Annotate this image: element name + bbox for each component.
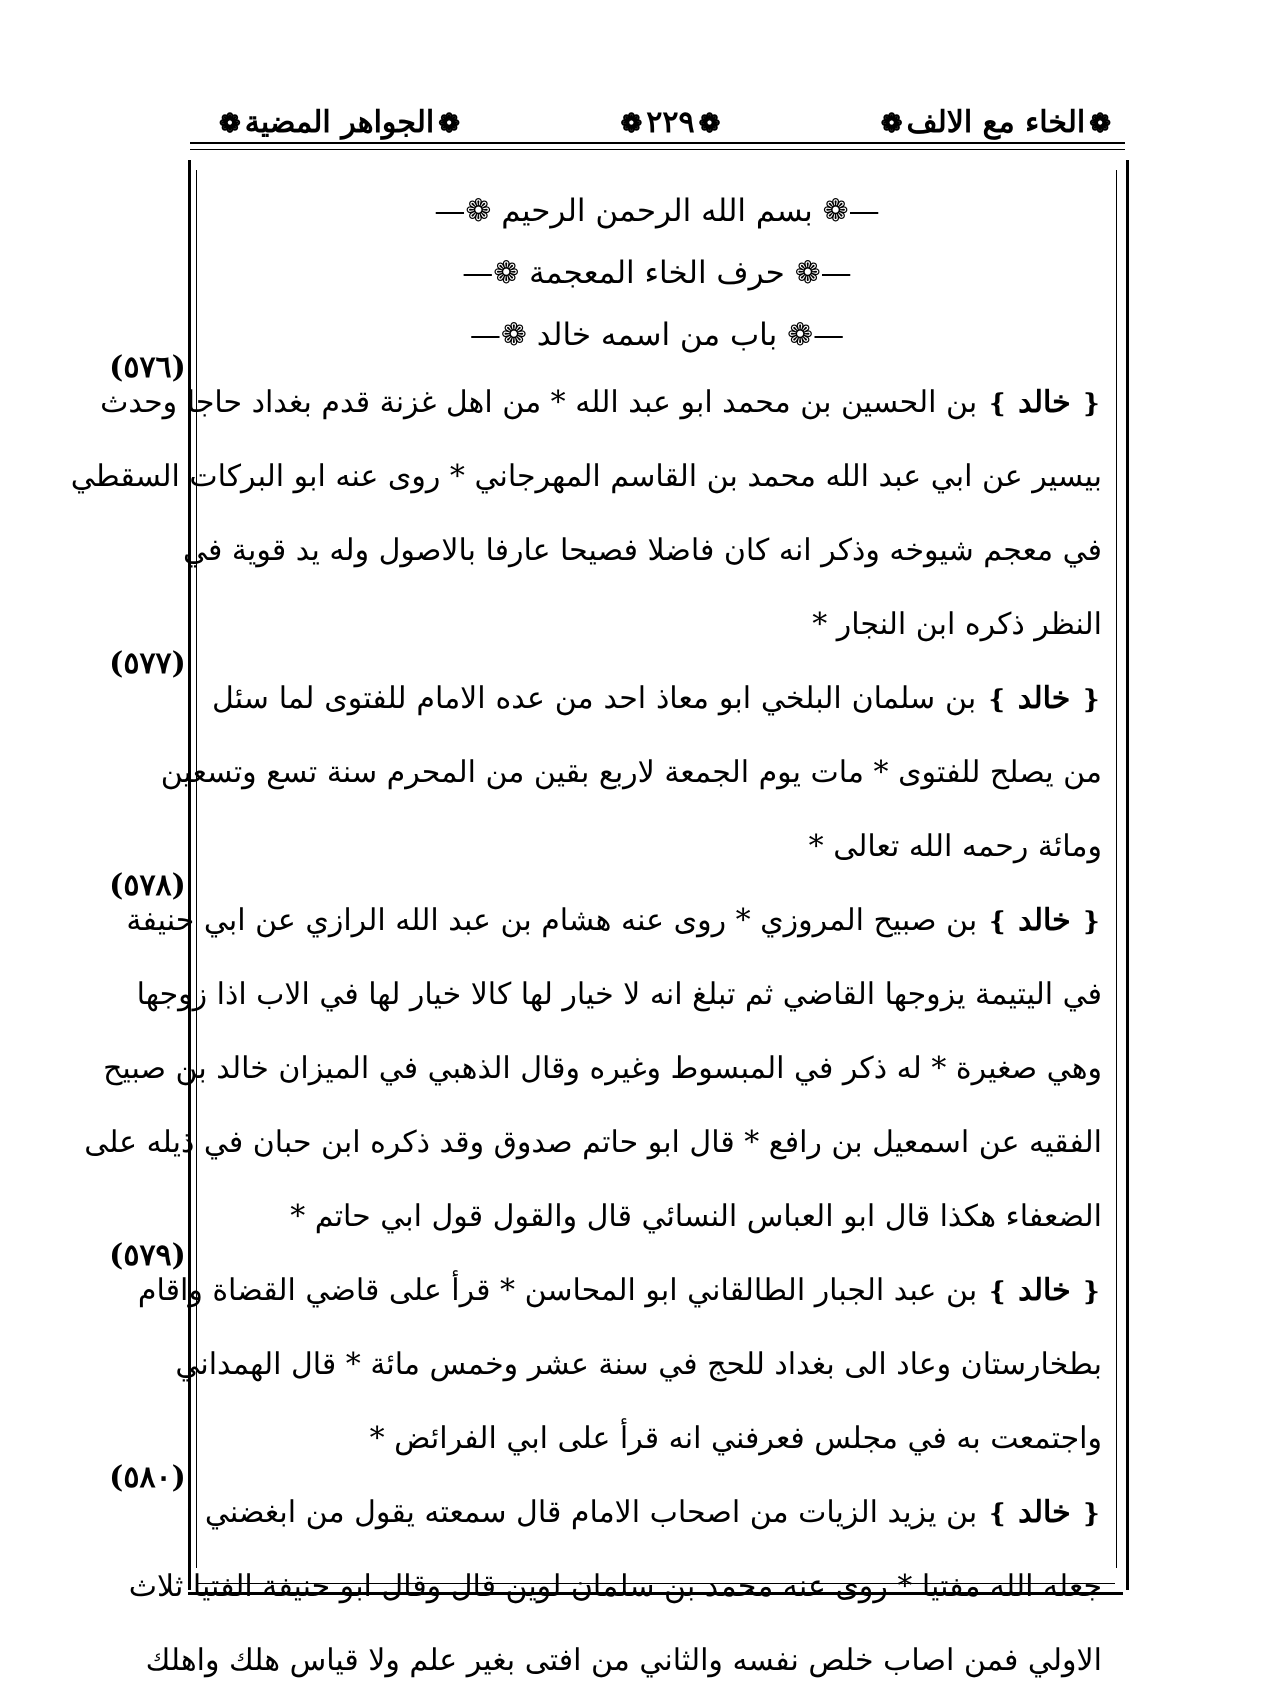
- header-book-title-text: الجواهر المضية: [244, 104, 435, 140]
- entry-name: خالد: [1018, 385, 1071, 420]
- entry: [128, 1476, 1102, 1698]
- entry-line: وهي صغيرة * له ذكر في المبسوط وغيره وقال الذهبي في الميزان خالد بن صبيح: [103, 1051, 1102, 1086]
- entry-number: (٥٨٠): [109, 1460, 186, 1495]
- entry-text: بن الحسين بن محمد ابو عبد الله * من اهل غزنة قدم بغداد حاجا وحدث: [100, 385, 978, 420]
- entry: [137, 1254, 1102, 1476]
- entry-line: الاولي فمن اصاب خلص نفسه والثاني من افتى بغير علم ولا قياس هلك واهلك: [145, 1643, 1102, 1678]
- ornament-icon: ❁: [880, 108, 903, 139]
- entry-text: بن صبيح المروزي * روى عنه هشام بن عبد الله الرازي عن ابي حنيفة: [126, 903, 978, 938]
- header-chapter-text: الخاء مع الالف: [906, 104, 1086, 140]
- bracket-open: ❴: [1080, 907, 1102, 937]
- entry-line: من يصلح للفتوى * مات يوم الجمعة لاربع بقين من المحرم سنة تسع وتسعين: [160, 755, 1102, 790]
- header-rule-thin: [190, 149, 1125, 150]
- entry-line: في اليتيمة يزوجها القاضي ثم تبلغ انه لا خيار لها كالا خيار لها في الاب اذا زوجها: [136, 977, 1102, 1012]
- entry-number: (٥٧٦): [109, 350, 186, 385]
- entry-line: واجتمعت به في مجلس فعرفني انه قرأ على ابي الفرائض *: [369, 1421, 1102, 1456]
- section-title: —❁ حرف الخاء المعجمة ❁—: [462, 255, 852, 291]
- ornament-icon: ❁: [219, 108, 241, 139]
- section-title-text: حرف الخاء المعجمة: [529, 255, 785, 291]
- entry-name: خالد: [1018, 903, 1071, 938]
- chapter-title: —❁ باب من اسمه خالد ❁—: [469, 317, 845, 353]
- bracket-open: ❴: [1080, 685, 1102, 715]
- bracket-close: ❵: [986, 685, 1008, 715]
- basmala: —❁ بسم الله الرحمن الرحيم ❁—: [434, 193, 880, 229]
- entry-name: خالد: [1017, 681, 1071, 716]
- header-book-title: [215, 105, 464, 140]
- bracket-close: ❵: [986, 1499, 1009, 1529]
- page-number: [616, 105, 724, 140]
- entry: [160, 662, 1102, 884]
- entry-line: جعله الله مفتيا * روى عنه محمد بن سلمان لوين قال وقال ابو حنيفة الفتيا ثلاث: [128, 1569, 1102, 1604]
- entry-line: [126, 884, 1102, 958]
- entry-line: [204, 1476, 1102, 1550]
- entry-number: (٥٧٩): [109, 1238, 186, 1273]
- bracket-close: ❵: [986, 1277, 1009, 1307]
- entry-line: [212, 662, 1102, 736]
- entry-line: [137, 1254, 1102, 1328]
- entry-text: بن يزيد الزيات من اصحاب الامام قال سمعته يقول من ابغضني: [204, 1495, 978, 1530]
- entry-line: الفقيه عن اسمعيل بن رافع * قال ابو حاتم صدوق وقد ذكره ابن حبان في ذيله على: [84, 1125, 1102, 1160]
- entry-name: خالد: [1018, 1495, 1071, 1530]
- entry-line: بيسير عن ابي عبد الله محمد بن القاسم المهرجاني * روى عنه ابو البركات السقطي: [70, 459, 1102, 494]
- entry-number: (٥٧٧): [109, 646, 186, 681]
- page-number-text: ٢٢٩: [646, 104, 695, 140]
- header-rule: [190, 142, 1125, 144]
- entry-line: في معجم شيوخه وذكر انه كان فاضلا فصيحا عارفا بالاصول وله يد قوية في: [183, 533, 1102, 568]
- header-chapter: [877, 105, 1115, 140]
- entry-name: خالد: [1018, 1273, 1071, 1308]
- bracket-open: ❴: [1080, 1277, 1102, 1307]
- bracket-open: ❴: [1080, 389, 1102, 419]
- chapter-title-text: باب من اسمه خالد: [536, 317, 778, 353]
- entry-line: الضعفاء هكذا قال ابو العباس النسائي قال والقول قول ابي حاتم *: [290, 1199, 1102, 1234]
- ornament-icon: ❁: [698, 108, 721, 139]
- bracket-open: ❴: [1080, 1499, 1102, 1529]
- ornament-icon: ❁: [1089, 108, 1111, 139]
- entry-line: النظر ذكره ابن النجار *: [812, 607, 1102, 642]
- ornament-icon: ❁: [620, 108, 643, 139]
- entry-text: بن عبد الجبار الطالقاني ابو المحاسن * قرأ على قاضي القضاة واقام: [137, 1273, 978, 1308]
- entry-line: ومائة رحمه الله تعالى *: [808, 829, 1102, 864]
- basmala-text: بسم الله الرحمن الرحيم: [501, 193, 813, 229]
- ornament-icon: ❁: [438, 108, 461, 139]
- bracket-close: ❵: [986, 389, 1009, 419]
- bracket-close: ❵: [986, 907, 1009, 937]
- entry-text: بن سلمان البلخي ابو معاذ احد من عده الامام للفتوى لما سئل: [212, 681, 977, 716]
- entry-line: بطخارستان وعاد الى بغداد للحج في سنة عشر وخمس مائة * قال الهمداني: [175, 1347, 1102, 1382]
- entry-number: (٥٧٨): [109, 868, 186, 903]
